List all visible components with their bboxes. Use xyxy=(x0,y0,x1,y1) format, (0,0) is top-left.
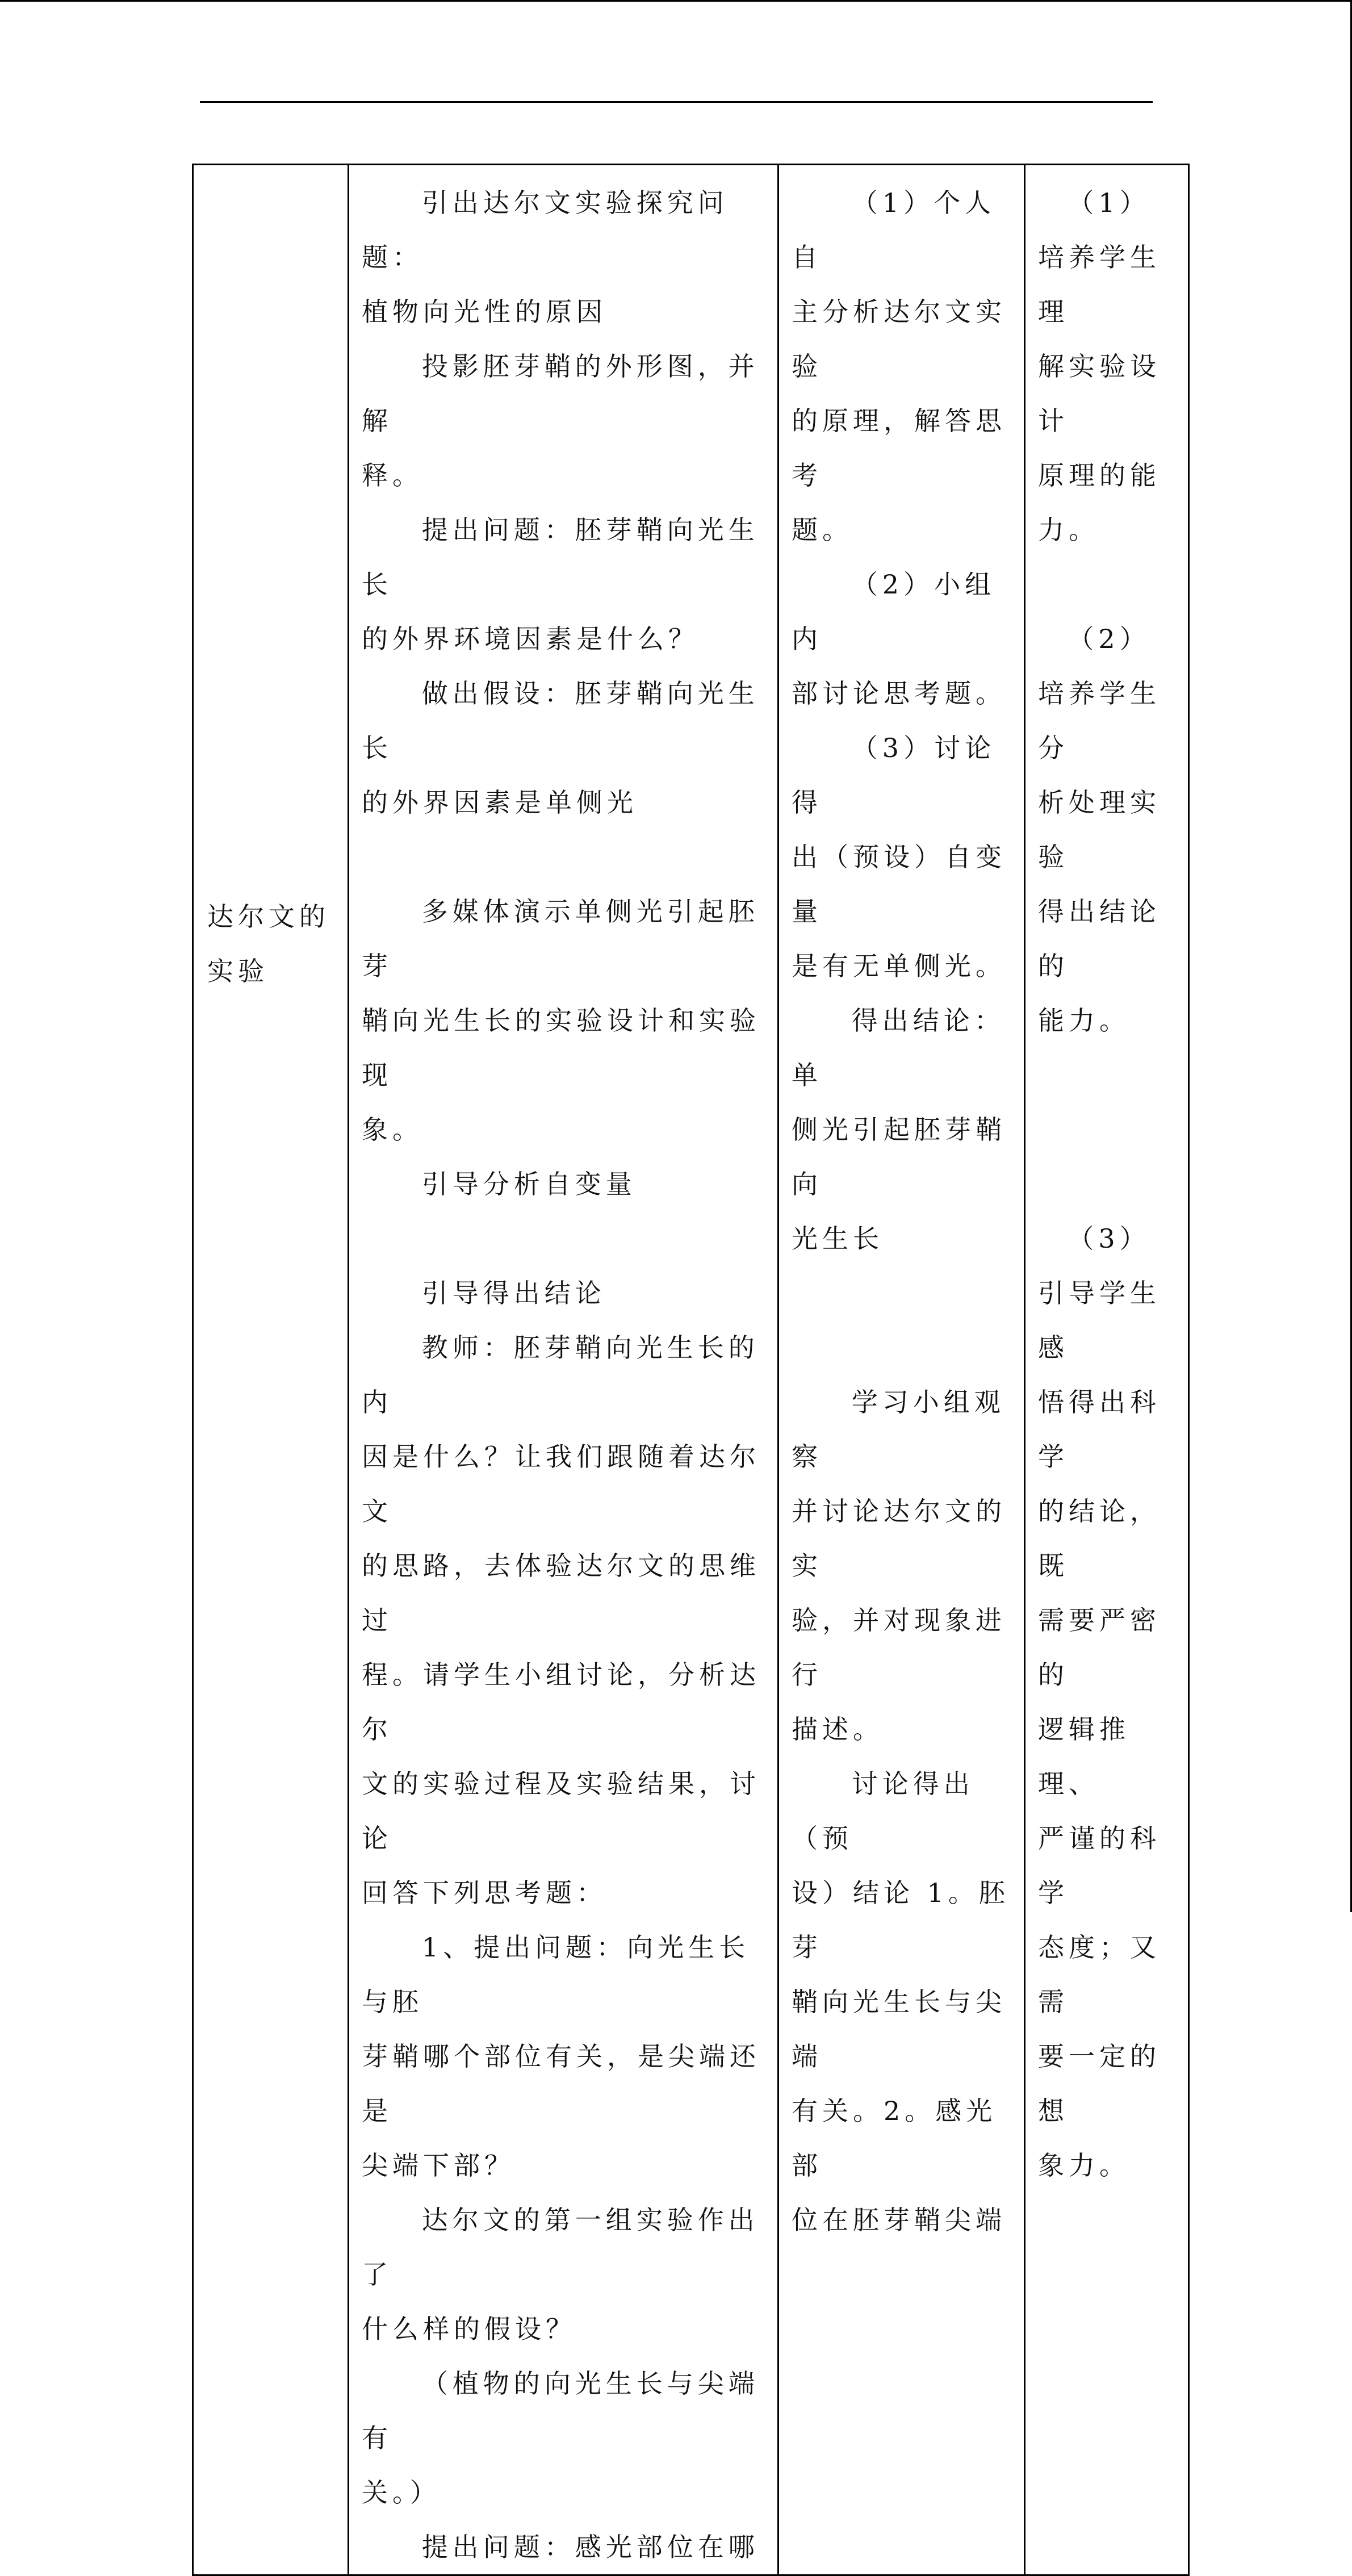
table-row xyxy=(193,165,1189,2575)
text-line: 需要严密的 xyxy=(1038,1605,1161,1690)
text-line: 出（预设）自变量 xyxy=(792,842,1006,927)
text-line: 引出达尔文实验探究问题： xyxy=(362,187,729,273)
text-line: 什么样的假设？ xyxy=(362,2314,576,2344)
header-rule xyxy=(200,101,1153,103)
text-line: 验，并对现象进行 xyxy=(792,1605,1006,1690)
text-line: 部讨论思考题。 xyxy=(792,678,1006,709)
text-line: 光生长 xyxy=(792,1223,884,1254)
student-activity-cell xyxy=(778,165,1025,2575)
text-line: 的思路，去体验达尔文的思维过 xyxy=(362,1550,760,1636)
text-line: 植物向光性的原因 xyxy=(362,296,607,327)
text-line: 悟得出科学 xyxy=(1038,1387,1161,1472)
text-line: 描述。 xyxy=(792,1714,884,1745)
text-line: 象力。 xyxy=(1038,2150,1130,2181)
text-line: 程。请学生小组讨论，分析达尔 xyxy=(362,1659,760,1745)
text-line: 培养学生理 xyxy=(1038,242,1161,327)
text-line: 提出问题：胚芽鞘向光生长 xyxy=(362,515,759,600)
text-line: 鞘向光生长与尖端 xyxy=(792,1987,1006,2072)
text-line: 引导学生感 xyxy=(1038,1278,1161,1363)
text-line: （植物的向光生长与尖端有 xyxy=(362,2368,759,2453)
text-line: 关。） xyxy=(362,2477,441,2508)
text-line: 位在胚芽鞘尖端 xyxy=(792,2205,1006,2235)
text-line: 引导得出结论 xyxy=(421,1278,606,1308)
text-line: 象。 xyxy=(362,1114,423,1145)
text-line: 多媒体演示单侧光引起胚芽 xyxy=(362,896,759,981)
text-line: 教师：胚芽鞘向光生长的内 xyxy=(362,1332,759,1417)
section-label-line: 达尔文的 xyxy=(207,901,330,932)
text-line: 要一定的想 xyxy=(1038,2041,1161,2126)
text-line: 题。 xyxy=(792,515,853,545)
text-line: 文的实验过程及实验结果，讨论 xyxy=(362,1768,760,1854)
page-top-border xyxy=(0,0,1352,2)
text-line: 得出结论的 xyxy=(1038,896,1161,981)
text-line: 尖端下部？ xyxy=(362,2150,515,2181)
text-line: 侧光引起胚芽鞘向 xyxy=(792,1114,1006,1199)
text-line: 能力。 xyxy=(1038,1005,1130,1036)
text-line: 芽鞘哪个部位有关，是尖端还是 xyxy=(362,2041,760,2126)
text-line: 得出结论：单 xyxy=(792,1005,1005,1090)
text-line: 逻辑推理、 xyxy=(1038,1714,1130,1799)
text-line: 1、提出问题：向光生长与胚 xyxy=(362,1932,750,2017)
section-label xyxy=(207,889,330,998)
text-line: 释。 xyxy=(362,460,423,491)
text-line: 解实验设计 xyxy=(1038,351,1161,436)
section-cell xyxy=(193,165,349,2575)
text-line: 的外界因素是单侧光 xyxy=(362,787,638,818)
lesson-plan-table xyxy=(192,164,1190,2576)
text-line: 原理的能 xyxy=(1038,460,1161,491)
teacher-activity-cell xyxy=(349,165,778,2575)
text-line: 回答下列思考题： xyxy=(362,1877,607,1908)
text-line: （1）个人自 xyxy=(792,187,996,273)
text-line: 投影胚芽鞘的外形图，并解 xyxy=(362,351,759,436)
design-intent-cell xyxy=(1025,165,1189,2575)
text-line: 并讨论达尔文的实 xyxy=(792,1496,1006,1581)
text-line: 达尔文的第一组实验作出了 xyxy=(362,2205,759,2290)
text-line: （1） xyxy=(1068,187,1150,218)
text-line: 的原理，解答思考 xyxy=(792,405,1006,491)
text-line: 培养学生分 xyxy=(1038,678,1161,763)
text-line: 的外界环境因素是什么？ xyxy=(362,624,699,654)
text-line: 严谨的科学 xyxy=(1038,1823,1161,1908)
text-line: 设）结论 1。胚芽 xyxy=(792,1877,1010,1963)
text-line: 析处理实验 xyxy=(1038,787,1161,872)
text-line: 做出假设：胚芽鞘向光生长 xyxy=(362,678,759,763)
text-line: 态度；又需 xyxy=(1038,1932,1161,2017)
text-line: 是有无单侧光。 xyxy=(792,951,1006,981)
text-line: （2）小组内 xyxy=(792,569,996,654)
text-line: （3） xyxy=(1068,1223,1150,1254)
text-line: 提出问题：感光部位在哪 xyxy=(421,2532,759,2562)
text-line: 引导分析自变量 xyxy=(421,1169,637,1199)
section-label-line: 实验 xyxy=(207,956,269,986)
text-line: 有关。2。感光部 xyxy=(792,2096,997,2181)
text-line: 鞘向光生长的实验设计和实验现 xyxy=(362,1005,760,1090)
text-line: （3）讨论得 xyxy=(792,733,996,818)
text-line: 学习小组观察 xyxy=(792,1387,1005,1472)
text-line: （2） xyxy=(1068,624,1150,654)
text-line: 的结论，既 xyxy=(1038,1496,1161,1581)
text-line: 讨论得出（预 xyxy=(792,1768,974,1854)
text-line: 因是什么？让我们跟随着达尔文 xyxy=(362,1441,760,1527)
text-line: 主分析达尔文实验 xyxy=(792,296,1006,382)
text-line: 力。 xyxy=(1038,515,1099,545)
